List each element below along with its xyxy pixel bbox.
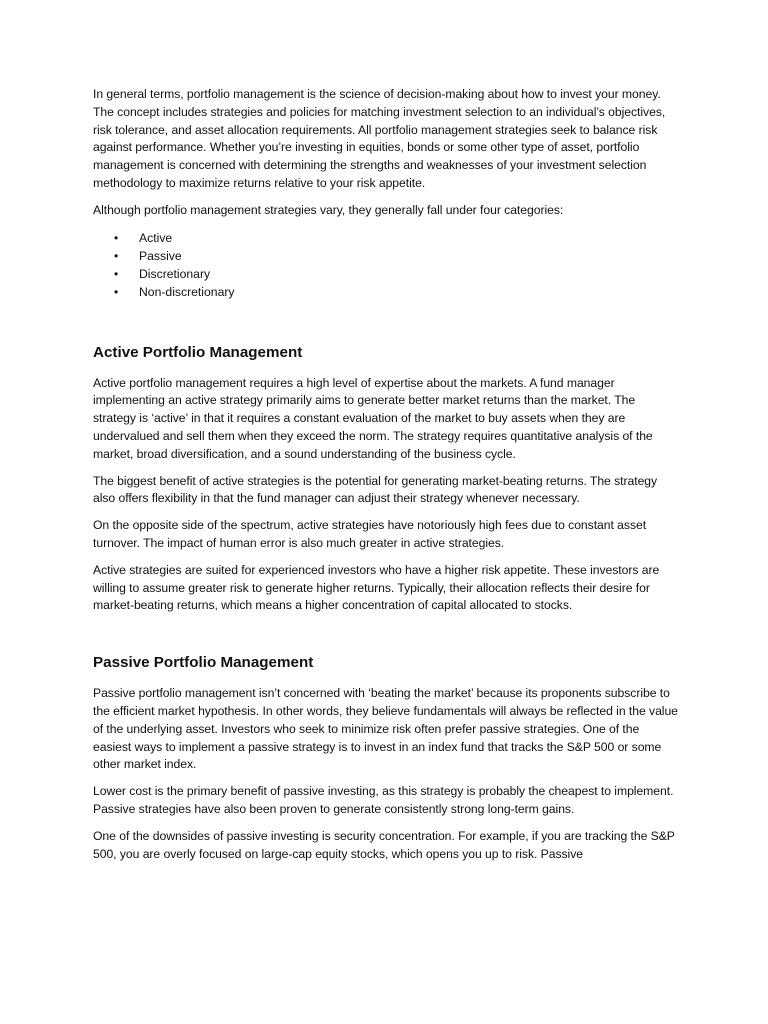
intro-paragraph-1: In general terms, portfolio management is the science of decision-making about how to invest your money. The concept includes strategies and policies for matching investment selection to an individual’s objectives, risk tolerance, and asset allocation requirements. All portfolio management strategies seek to balance risk against performance. Whether you’re investing in equities, bonds or some other type of asset, portfolio management is concerned with determining the strengths and weaknesses of your investment selection methodology to maximize returns relative to your risk appetite.	[93, 87, 666, 190]
passive-section-heading: Passive Portfolio Management	[93, 654, 314, 672]
list-item	[93, 229, 680, 247]
active-paragraph-4: Active strategies are suited for experienced investors who have a higher risk appetite. These investors are willing to assume greater risk to generate higher returns. Typically, their allocation reflects their desire for market-beating returns, which means a higher concentration of capital allocated to stocks.	[93, 562, 660, 613]
categories-list	[93, 229, 680, 301]
bullet-icon: •	[114, 284, 119, 299]
list-item-label: Passive	[139, 248, 182, 263]
active-paragraph-3: On the opposite side of the spectrum, active strategies have notoriously high fees due to constant asset turnover. The impact of human error is also much greater in active strategies.	[93, 518, 647, 550]
list-item	[93, 247, 680, 265]
passive-paragraph-3: One of the downsides of passive investing is security concentration. For example, if you are tracking the S&P 500, you are overly focused on large-cap equity stocks, which opens you up to risk. Passive	[93, 828, 675, 861]
bullet-icon: •	[114, 266, 119, 281]
active-paragraph-1: Active portfolio management requires a high level of expertise about the markets. A fund manager implementing an active strategy primarily aims to generate better market returns than the market. The strategy is ‘active’ in that it requires a constant evaluation of the market to buy assets when they are undervalued and sell them when they exceed the norm. The strategy requires quantitative analysis of the market, broad diversification, and a sound understanding of the business cycle.	[93, 375, 653, 461]
passive-paragraph-2: Lower cost is the primary benefit of passive investing, as this strategy is probably the cheapest to implement. Passive strategies have also been proven to generate consistently strong long-term gains.	[93, 784, 674, 816]
bullet-icon: •	[114, 230, 119, 245]
list-item-label: Non-discretionary	[139, 284, 235, 299]
list-item-label: Discretionary	[139, 266, 211, 281]
active-section-heading: Active Portfolio Management	[93, 343, 303, 361]
intro-paragraph-2: Although portfolio management strategies vary, they generally fall under four categories:	[93, 202, 564, 217]
passive-paragraph-1: Passive portfolio management isn’t concerned with ‘beating the market’ because its proponents subscribe to the efficient market hypothesis. In other words, they believe fundamentals will always be reflected in the value of the underlying asset. Investors who seek to minimize risk often prefer passive strategies. One of the easiest ways to implement a passive strategy is to invest in an index fund that tracks the S&P 500 or some other market index.	[93, 686, 678, 772]
list-item-label: Active	[139, 230, 173, 245]
list-item	[93, 265, 680, 283]
list-item	[93, 283, 680, 301]
categories-list-wrap	[93, 229, 680, 301]
bullet-icon: •	[114, 248, 119, 263]
active-paragraph-2: The biggest benefit of active strategies is the potential for generating market-beating returns. The strategy also offers flexibility in that the fund manager can adjust their strategy whenever necessary.	[93, 473, 658, 506]
